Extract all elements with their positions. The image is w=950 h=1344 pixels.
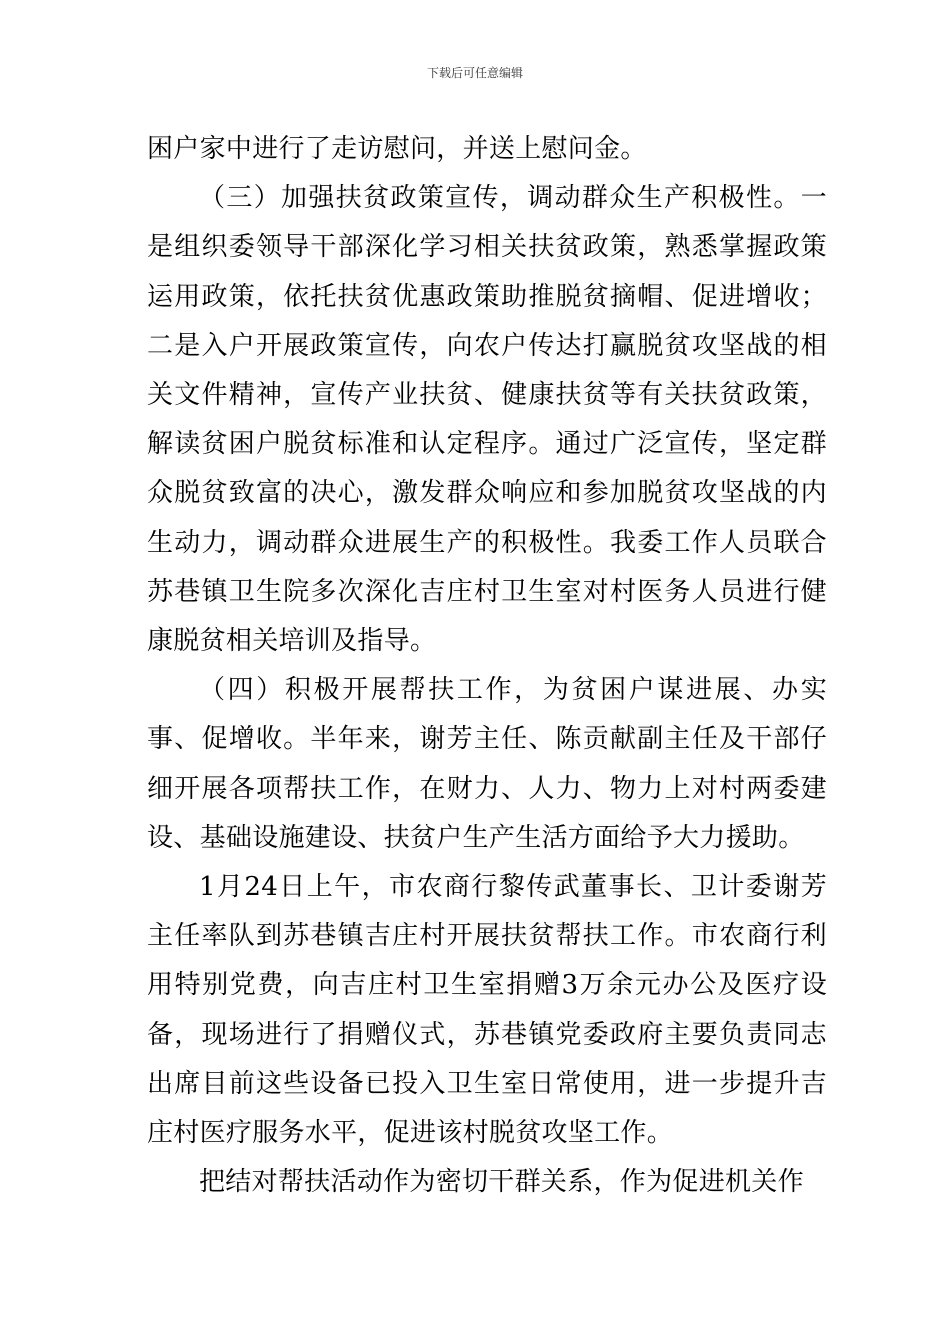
paragraph-section-four: （四）积极开展帮扶工作，为贫困户谋进展、办实事、促增收。半年来，谢芳主任、陈贡献副主任及干部仔细开展各项帮扶工作，在财力、人力、物力上对村两委建设、基础设施建设、扶贫户生产生活方面给予大力援助。 [147, 675, 827, 853]
paragraph-pairing-assistance: 把结对帮扶活动作为密切干群关系，作为促进机关作 [199, 1167, 804, 1198]
paragraph-continuation: 困户家中进行了走访慰问，并送上慰问金。 [147, 134, 647, 164]
document-body [147, 125, 827, 1207]
paragraph-january-event: 1月24日上午，市农商行黎传武董事长、卫计委谢芳主任率队到苏巷镇吉庄村开展扶贫帮扶工作。市农商行利用特别党费，向吉庄村卫生室捐赠3万余元办公及医疗设备，现场进行了捐赠仪式，苏巷镇党委政府主要负责同志出席目前这些设备已投入卫生室日常使用，进一步提升吉庄村医疗服务水平，促进该村脱贫攻坚工作。 [147, 872, 827, 1149]
paragraph-section-three: （三）加强扶贫政策宣传，调动群众生产积极性。一是组织委领导干部深化学习相关扶贫政策，熟悉掌握政策运用政策，依托扶贫优惠政策助推脱贫摘帽、促进增收；二是入户开展政策宣传，向农户传达打赢脱贫攻坚战的相关文件精神，宣传产业扶贫、健康扶贫等有关扶贫政策，解读贫困户脱贫标准和认定程序。通过广泛宣传，坚定群众脱贫致富的决心，激发群众响应和参加脱贫攻坚战的内生动力，调动群众进展生产的积极性。我委工作人员联合苏巷镇卫生院多次深化吉庄村卫生室对村医务人员进行健康脱贫相关培训及指导。 [147, 183, 827, 657]
page-header: 下载后可任意编辑 [426, 66, 523, 80]
